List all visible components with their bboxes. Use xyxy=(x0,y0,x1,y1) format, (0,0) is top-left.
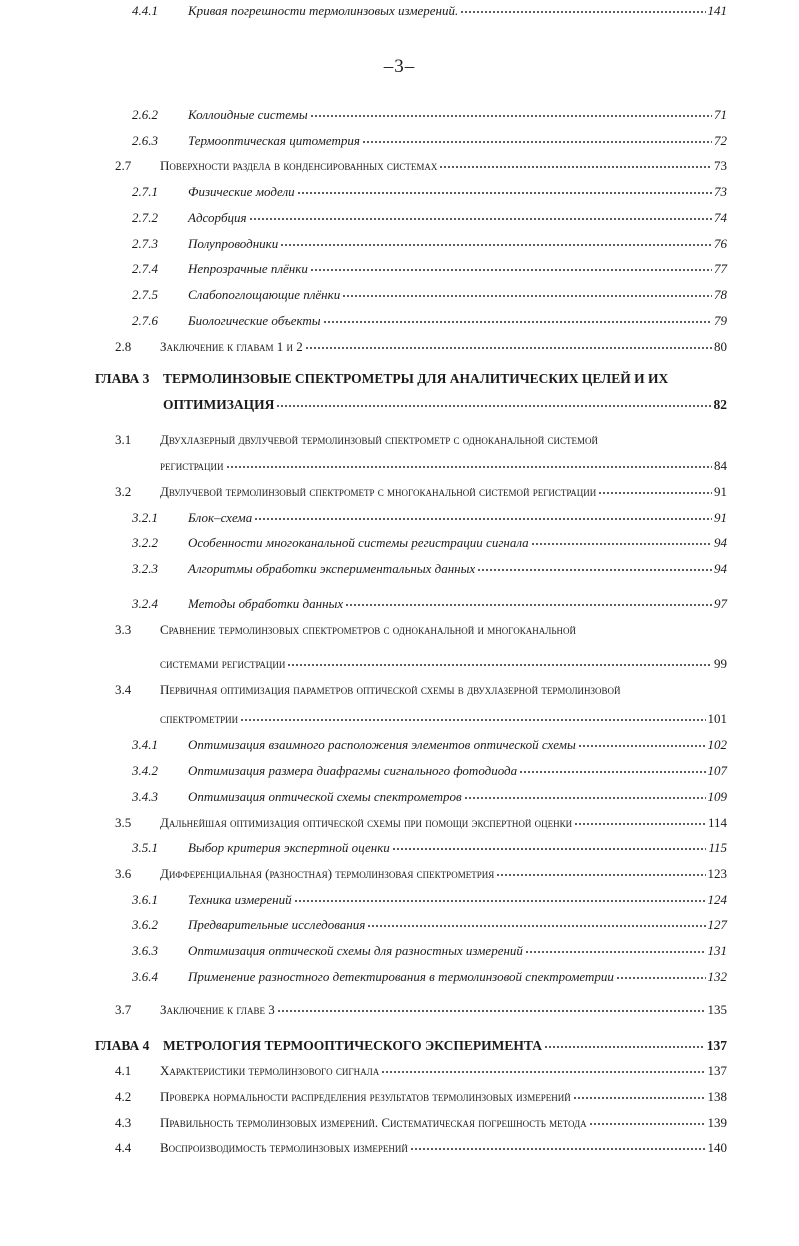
toc-entry-page: 135 xyxy=(707,1002,727,1017)
dot-leader xyxy=(342,294,712,298)
toc-entry-title: Заключение к главам 1 и 2 xyxy=(160,339,303,354)
toc-entry-title: Первичная оптимизация параметров оптической схемы в двухлазерной термолинзовой xyxy=(160,682,621,697)
toc-entry[interactable] xyxy=(0,104,799,126)
toc-entry-page: 101 xyxy=(707,711,727,726)
toc-entry[interactable] xyxy=(0,130,799,152)
toc-entry[interactable] xyxy=(0,336,799,358)
toc-entry-page: 74 xyxy=(714,210,727,225)
dot-leader xyxy=(240,718,705,722)
toc-entry[interactable] xyxy=(0,258,799,280)
toc-entry-title: Характеристики термолинзового сигнала xyxy=(160,1063,380,1078)
toc-entry-number: 3.6.3 xyxy=(132,943,158,958)
toc-entry-number: 3.4 xyxy=(115,682,132,697)
toc-entry-title: Предварительные исследования xyxy=(188,917,366,932)
dot-leader xyxy=(249,217,712,221)
toc-entry-page: 123 xyxy=(707,866,727,881)
dot-leader xyxy=(294,899,706,903)
dot-leader xyxy=(392,847,707,851)
toc-entry-page: 80 xyxy=(714,339,727,354)
dot-leader xyxy=(310,114,712,118)
toc-entry-page: 99 xyxy=(714,656,727,671)
toc-entry-number: 2.7.1 xyxy=(132,184,158,199)
toc-entry-title: Применение разностного детектирования в термолинзовой спектрометрии xyxy=(188,969,614,984)
toc-entry[interactable] xyxy=(0,940,799,962)
toc-entry-title: Правильность термолинзовых измерений. Систематическая погрешность метода xyxy=(160,1115,587,1130)
toc-entry[interactable] xyxy=(0,679,799,701)
dot-leader xyxy=(280,243,712,247)
toc-entry[interactable] xyxy=(0,812,799,834)
toc-entry[interactable] xyxy=(0,999,799,1021)
toc-entry[interactable] xyxy=(0,966,799,988)
toc-entry-title: Поверхности раздела в конденсированных системах xyxy=(160,158,438,173)
dot-leader xyxy=(305,346,712,350)
dot-leader xyxy=(287,663,712,667)
toc-entry-title: Адсорбция xyxy=(188,210,247,225)
toc-entry[interactable] xyxy=(0,155,799,177)
toc-entry[interactable] xyxy=(0,914,799,936)
toc-entry[interactable] xyxy=(0,481,799,503)
toc-entry-continuation[interactable] xyxy=(0,394,799,416)
dot-leader xyxy=(410,1147,706,1151)
dot-leader xyxy=(323,320,712,324)
toc-entry-number: 2.7.6 xyxy=(132,313,158,328)
toc-entry-title: Сравнение термолинзовых спектрометров с одноканальной и многоканальной xyxy=(160,622,576,637)
toc-entry-title: Кривая погрешности термолинзовых измерений. xyxy=(188,3,459,18)
dot-leader xyxy=(345,603,712,607)
toc-entry-page: 137 xyxy=(706,1038,727,1053)
toc-entry-page: 97 xyxy=(714,596,727,611)
toc-entry-title: Коллоидные системы xyxy=(188,107,308,122)
toc-entry[interactable] xyxy=(0,889,799,911)
toc-entry-page: 94 xyxy=(714,561,727,576)
toc-entry-page: 94 xyxy=(714,535,727,550)
toc-entry-number: 4.2 xyxy=(115,1089,132,1104)
toc-entry-title: Физические модели xyxy=(188,184,295,199)
toc-entry-title-continuation: спектрометрии xyxy=(160,711,239,726)
toc-entry-page: 124 xyxy=(707,892,727,907)
dot-leader xyxy=(477,568,712,572)
toc-entry-number: 3.1 xyxy=(115,432,132,447)
toc-entry[interactable] xyxy=(0,532,799,554)
toc-entry-title: Воспроизводимость термолинзовых измерений xyxy=(160,1140,408,1155)
toc-entry-number: 4.4.1 xyxy=(132,3,158,18)
toc-entry[interactable] xyxy=(0,181,799,203)
toc-entry[interactable] xyxy=(0,863,799,885)
toc-entry-title: Проверка нормальности распределения результатов термолинзовых измерений xyxy=(160,1089,571,1104)
toc-entry-number: 3.2.2 xyxy=(132,535,158,550)
toc-entry-continuation[interactable] xyxy=(0,455,799,477)
toc-entry-page: 72 xyxy=(714,133,727,148)
toc-entry-page: 139 xyxy=(707,1115,727,1130)
toc-entry-page: 79 xyxy=(714,313,727,328)
toc-entry-number: 3.6.4 xyxy=(132,969,158,984)
dot-leader xyxy=(226,465,712,469)
toc-entry[interactable] xyxy=(0,786,799,808)
dot-leader xyxy=(573,1096,706,1100)
toc-entry-title: Выбор критерия экспертной оценки xyxy=(188,840,390,855)
dot-leader xyxy=(310,268,712,272)
toc-entry[interactable] xyxy=(0,0,799,22)
toc-entry-title: Дифференциальная (разностная) термолинзовая спектрометрия xyxy=(160,866,495,881)
toc-entry-number: 4.4 xyxy=(115,1140,132,1155)
dot-leader xyxy=(578,744,706,748)
toc-entry-number: 2.7 xyxy=(115,158,132,173)
toc-entry-number: ГЛАВА 4 xyxy=(95,1038,150,1053)
toc-entry[interactable] xyxy=(0,284,799,306)
toc-entry[interactable] xyxy=(0,1060,799,1082)
dot-leader xyxy=(464,796,706,800)
toc-entry[interactable] xyxy=(0,1137,799,1159)
toc-entry[interactable] xyxy=(0,429,799,451)
toc-entry-title: Слабопоглощающие плёнки xyxy=(188,287,341,302)
toc-entry-number: 2.8 xyxy=(115,339,132,354)
dot-leader xyxy=(381,1070,705,1074)
toc-entry-page: 84 xyxy=(714,458,727,473)
toc-entry-number: 3.2.4 xyxy=(132,596,158,611)
toc-entry-title-continuation: ОПТИМИЗАЦИЯ xyxy=(163,397,275,412)
dot-leader xyxy=(297,191,712,195)
toc-entry-page: 141 xyxy=(707,3,727,18)
toc-entry[interactable] xyxy=(0,558,799,580)
toc-entry-continuation[interactable] xyxy=(0,708,799,730)
toc-entry-title: Оптимизация оптической схемы для разностных измерений xyxy=(188,943,523,958)
toc-entry-number: 2.7.5 xyxy=(132,287,158,302)
toc-entry-page: 91 xyxy=(714,510,727,525)
toc-entry[interactable] xyxy=(0,233,799,255)
toc-entry[interactable] xyxy=(0,207,799,229)
dot-leader xyxy=(439,165,712,169)
toc-entry-number: 2.6.3 xyxy=(132,133,158,148)
toc-entry-number: 3.6.2 xyxy=(132,917,158,932)
toc-entry-title: Техника измерений xyxy=(188,892,292,907)
toc-entry-page: 138 xyxy=(707,1089,727,1104)
toc-entry-page: 78 xyxy=(714,287,727,302)
toc-entry[interactable] xyxy=(0,368,799,390)
toc-entry[interactable] xyxy=(0,310,799,332)
toc-entry-page: 77 xyxy=(714,261,727,276)
toc-entry-number: 3.2.3 xyxy=(132,561,158,576)
toc-entry-page: 132 xyxy=(707,969,727,984)
toc-entry-title: МЕТРОЛОГИЯ ТЕРМООПТИЧЕСКОГО ЭКСПЕРИМЕНТА xyxy=(163,1038,542,1053)
dot-leader xyxy=(525,950,706,954)
toc-entry-title: Непрозрачные плёнки xyxy=(188,261,308,276)
toc-entry-page: 114 xyxy=(707,815,727,830)
toc-entry[interactable] xyxy=(0,507,799,529)
toc-entry-page: 76 xyxy=(714,236,727,251)
toc-entry-title: Двухлазерный двулучевой термолинзовый спектрометр с одноканальной системой xyxy=(160,432,598,447)
toc-entry-title: Особенности многоканальной системы регистрации сигнала xyxy=(188,535,529,550)
toc-entry-page: 91 xyxy=(714,484,727,499)
toc-entry[interactable] xyxy=(0,1086,799,1108)
toc-entry-title: Методы обработки данных xyxy=(188,596,344,611)
toc-entry-number: 3.6.1 xyxy=(132,892,158,907)
dot-leader xyxy=(531,542,712,546)
toc-entry-page: 102 xyxy=(707,737,727,752)
toc-entry-title: Биологические объекты xyxy=(188,313,321,328)
toc-entry-page: 140 xyxy=(707,1140,727,1155)
toc-entry-title: Оптимизация взаимного расположения элементов оптической схемы xyxy=(188,737,576,752)
toc-entry-title: Дальнейшая оптимизация оптической схемы при помощи экспертной оценки xyxy=(160,815,573,830)
toc-entry-number: ГЛАВА 3 xyxy=(95,371,150,386)
toc-entry-page: 82 xyxy=(713,397,727,412)
toc-entry-title: Термооптическая цитометрия xyxy=(188,133,360,148)
toc-entry-number: 3.4.3 xyxy=(132,789,158,804)
toc-entry-number: 4.1 xyxy=(115,1063,132,1078)
toc-entry-number: 3.5.1 xyxy=(132,840,158,855)
page-number: –3– xyxy=(383,56,416,77)
toc-entry-title: Заключение к главе 3 xyxy=(160,1002,275,1017)
dot-leader xyxy=(277,1009,706,1013)
dot-leader xyxy=(616,976,706,980)
toc-entry-number: 3.7 xyxy=(115,1002,132,1017)
toc-entry-number: 3.3 xyxy=(115,622,132,637)
toc-entry-page: 71 xyxy=(714,107,727,122)
toc-entry-number: 3.2.1 xyxy=(132,510,158,525)
dot-leader xyxy=(574,822,706,826)
dot-leader xyxy=(496,873,705,877)
toc-entry-page: 115 xyxy=(708,840,727,855)
toc-entry-title: ТЕРМОЛИНЗОВЫЕ СПЕКТРОМЕТРЫ ДЛЯ АНАЛИТИЧЕСКИХ ЦЕЛЕЙ И ИХ xyxy=(163,371,669,386)
toc-entry-number: 2.6.2 xyxy=(132,107,158,122)
toc-entry[interactable] xyxy=(0,619,799,641)
dot-leader xyxy=(519,770,705,774)
toc-entry-page: 107 xyxy=(707,763,727,778)
toc-entry-number: 3.4.1 xyxy=(132,737,158,752)
toc-entry-title-continuation: регистрации xyxy=(160,458,224,473)
toc-entry-number: 4.3 xyxy=(115,1115,132,1130)
toc-entry-page: 137 xyxy=(707,1063,727,1078)
toc-entry-page: 73 xyxy=(714,158,727,173)
toc-entry-title: Алгоритмы обработки экспериментальных данных xyxy=(188,561,476,576)
toc-entry-number: 2.7.4 xyxy=(132,261,158,276)
toc-entry-title: Оптимизация оптической схемы спектрометров xyxy=(188,789,462,804)
toc-entry-number: 2.7.2 xyxy=(132,210,158,225)
dot-leader xyxy=(276,404,711,408)
toc-entry-number: 2.7.3 xyxy=(132,236,158,251)
toc-entry-title: Блок–схема xyxy=(188,510,253,525)
toc-entry-title: Двулучевой термолинзовый спектрометр с многоканальной системой регистрации xyxy=(160,484,597,499)
toc-entry-number: 3.5 xyxy=(115,815,132,830)
toc-entry[interactable] xyxy=(0,837,799,859)
toc-entry-page: 131 xyxy=(707,943,727,958)
dot-leader xyxy=(460,10,705,14)
toc-entry-continuation[interactable] xyxy=(0,653,799,675)
dot-leader xyxy=(598,491,712,495)
toc-entry[interactable] xyxy=(0,760,799,782)
toc-entry[interactable] xyxy=(0,1112,799,1134)
dot-leader xyxy=(362,140,712,144)
dot-leader xyxy=(544,1045,705,1049)
toc-entry-page: 109 xyxy=(707,789,727,804)
toc-entry-title: Оптимизация размера диафрагмы сигнального фотодиода xyxy=(188,763,518,778)
toc-entry[interactable] xyxy=(0,734,799,756)
toc-entry-number: 3.4.2 xyxy=(132,763,158,778)
toc-entry-page: 73 xyxy=(714,184,727,199)
toc-entry-number: 3.6 xyxy=(115,866,132,881)
toc-entry-number: 3.2 xyxy=(115,484,132,499)
toc-entry[interactable] xyxy=(0,593,799,615)
dot-leader xyxy=(254,517,712,521)
dot-leader xyxy=(589,1122,706,1126)
toc-entry-title: Полупроводники xyxy=(188,236,279,251)
toc-entry-page: 127 xyxy=(707,917,727,932)
toc-entry[interactable] xyxy=(0,1035,799,1057)
dot-leader xyxy=(367,924,705,928)
toc-entry-title-continuation: системами регистрации xyxy=(160,656,286,671)
